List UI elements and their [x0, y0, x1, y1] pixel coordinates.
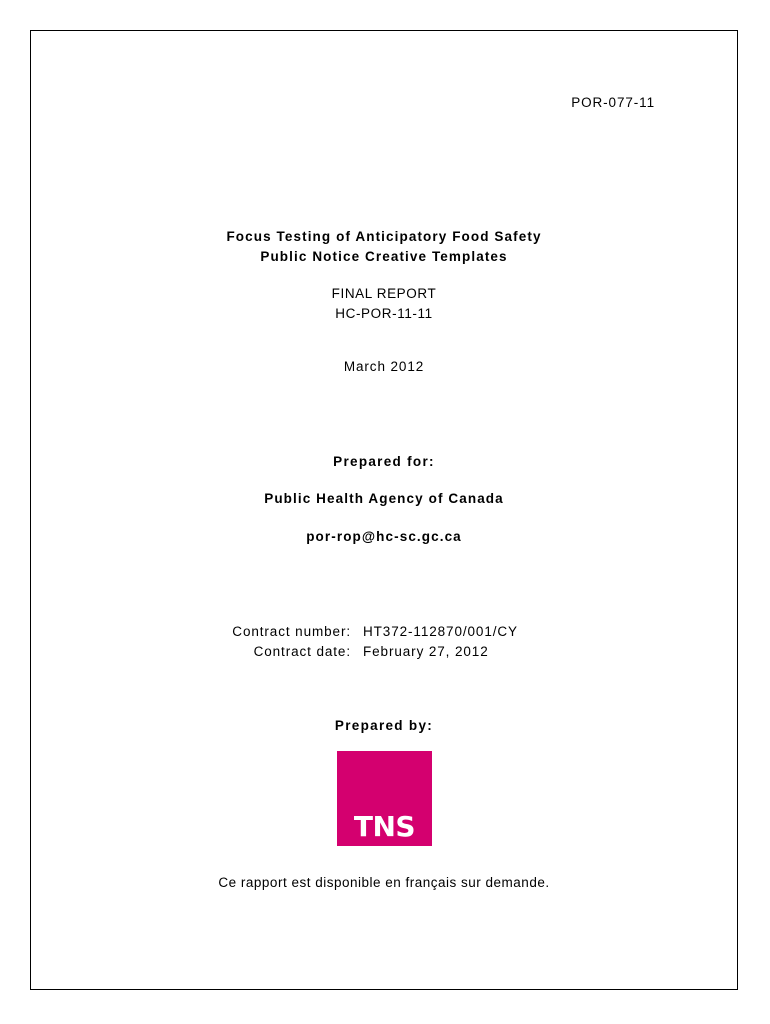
client-agency-name: Public Health Agency of Canada	[264, 491, 504, 506]
prepared-by-heading: Prepared by:	[334, 718, 434, 733]
contract-date-row	[31, 642, 737, 662]
report-title-line-2: Public Notice Creative Templates	[260, 249, 508, 264]
contract-number-row	[31, 622, 737, 642]
client-email: por-rop@hc-sc.gc.ca	[306, 529, 462, 544]
french-availability-note: Ce rapport est disponible en français sur demande.	[218, 875, 550, 890]
report-title-line-1: Focus Testing of Anticipatory Food Safety	[226, 229, 542, 244]
contract-date-value: February 27, 2012	[363, 644, 489, 659]
tns-logo	[337, 751, 432, 846]
tns-logo-text: TNS	[353, 810, 416, 843]
document-page	[30, 30, 738, 990]
document-id: POR-077-11	[571, 95, 655, 110]
report-date: March 2012	[343, 359, 425, 374]
contract-number-value: HT372-112870/001/CY	[363, 624, 518, 639]
report-type-line-1: FINAL REPORT	[331, 286, 437, 301]
contract-number-label: Contract number:	[232, 624, 351, 639]
report-type	[31, 284, 737, 324]
report-title	[31, 227, 737, 267]
report-type-line-2: HC-POR-11-11	[335, 306, 433, 321]
contract-details	[31, 622, 737, 662]
prepared-for-heading: Prepared for:	[333, 454, 435, 469]
contract-date-label: Contract date:	[253, 644, 351, 659]
